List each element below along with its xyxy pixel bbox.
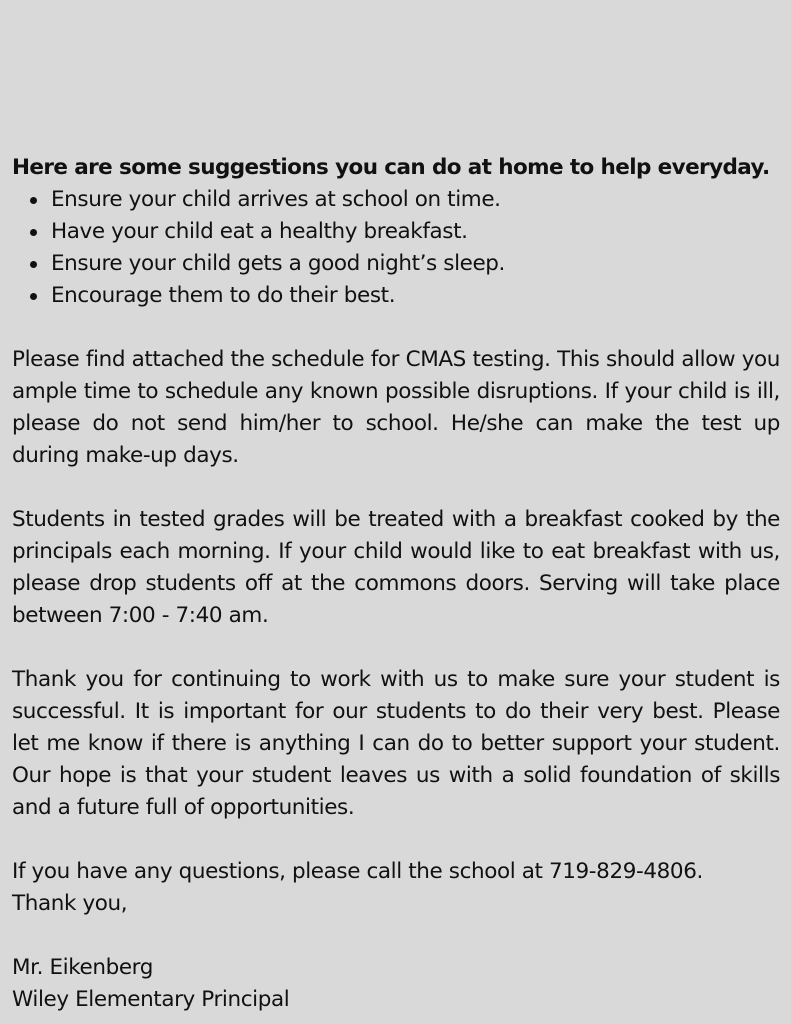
spacer	[12, 920, 780, 952]
breakfast-paragraph: Students in tested grades will be treated with a breakfast cooked by the principals each morning. If your child would like to eat breakfast with us, please drop students off at the commons doors. Serving will take place between 7:00 - 7:40 am.	[12, 507, 780, 628]
list-item: Have your child eat a healthy breakfast.	[30, 216, 780, 248]
spacer	[12, 632, 780, 664]
thanks-paragraph: Thank you for continuing to work with us to make sure your student is successful. It is important for our students to do their very best. Please let me know if there is anything I can do to better support your student. Our hope is that your student leaves us with a solid foundation of skills and a future full of opportunities.	[12, 667, 780, 820]
suggestions-list	[12, 184, 780, 312]
schedule-paragraph: Please find attached the schedule for CMAS testing. This should allow you ample time to schedule any known possible disruptions. If your child is ill, please do not send him/her to school. He/she can make the test up during make-up days.	[12, 347, 780, 468]
signature-name: Mr. Eikenberg	[12, 955, 153, 980]
letter	[12, 152, 780, 1016]
list-item: Encourage them to do their best.	[30, 280, 780, 312]
suggestions-heading: Here are some suggestions you can do at home to help everyday.	[12, 155, 770, 180]
questions-paragraph: If you have any questions, please call the school at 719-829-4806.	[12, 859, 703, 884]
spacer	[12, 312, 780, 344]
closing-line: Thank you,	[12, 891, 128, 916]
list-item: Ensure your child arrives at school on time.	[30, 184, 780, 216]
spacer	[12, 824, 780, 856]
signature-title: Wiley Elementary Principal	[12, 987, 290, 1012]
spacer	[12, 472, 780, 504]
list-item: Ensure your child gets a good night’s sleep.	[30, 248, 780, 280]
